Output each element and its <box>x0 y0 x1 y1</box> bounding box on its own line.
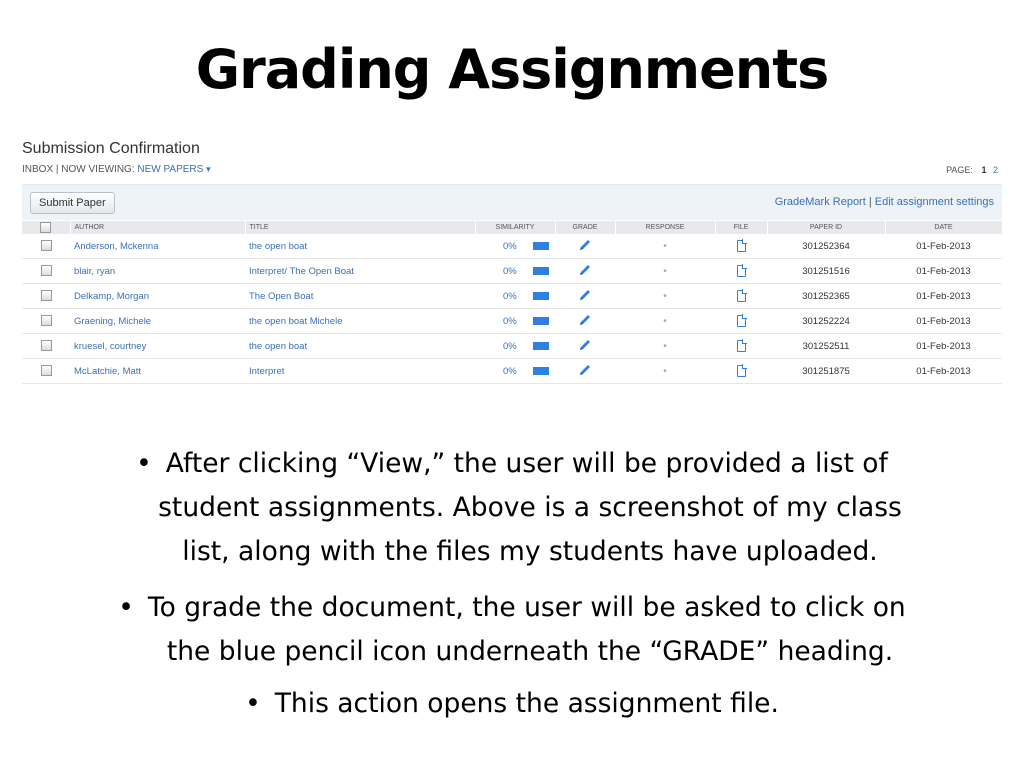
row-select-cell <box>22 334 70 359</box>
table-row <box>22 334 1002 359</box>
bullet-1-line-2: student assignments. Above is a screenshot of my class <box>158 492 902 523</box>
pager <box>946 165 998 175</box>
similarity-bar-icon[interactable] <box>533 342 549 350</box>
response-dot: • <box>663 340 667 352</box>
grade-cell <box>555 334 615 359</box>
author-link[interactable]: Delkamp, Morgan <box>70 284 245 309</box>
bullet-2 <box>0 586 1024 630</box>
pencil-icon[interactable] <box>578 238 592 255</box>
slide-title: Grading Assignments <box>195 38 829 101</box>
submit-paper-button[interactable]: Submit Paper <box>30 192 115 214</box>
pencil-icon[interactable] <box>578 338 592 355</box>
toolbar-links <box>775 196 994 208</box>
date-cell: 01-Feb-2013 <box>885 309 1002 334</box>
row-select-cell <box>22 359 70 384</box>
bullet-3-line-1: This action opens the assignment file. <box>274 688 779 719</box>
similarity-bar-icon[interactable] <box>533 292 549 300</box>
column-header-paper-id[interactable]: PAPER ID <box>767 221 885 234</box>
similarity-cell[interactable] <box>475 334 555 359</box>
file-cell <box>715 309 767 334</box>
column-header-author[interactable]: AUTHOR <box>70 221 245 234</box>
date-cell: 01-Feb-2013 <box>885 359 1002 384</box>
file-icon[interactable] <box>737 240 746 252</box>
file-icon[interactable] <box>737 365 746 377</box>
date-cell: 01-Feb-2013 <box>885 259 1002 284</box>
paper-id-cell: 301252364 <box>767 234 885 259</box>
bullet-2-line-2: the blue pencil icon underneath the “GRADE” heading. <box>166 636 894 667</box>
pencil-icon[interactable] <box>578 363 592 380</box>
similarity-cell[interactable] <box>475 259 555 284</box>
author-link[interactable]: kruesel, courtney <box>70 334 245 359</box>
grade-cell <box>555 359 615 384</box>
paper-title-link[interactable]: the open boat Michele <box>245 309 475 334</box>
file-cell <box>715 334 767 359</box>
toolbar-separator: | <box>868 196 872 208</box>
response-dot: • <box>663 290 667 302</box>
table-row <box>22 359 1002 384</box>
file-icon[interactable] <box>737 340 746 352</box>
paper-title-link[interactable]: the open boat <box>245 234 475 259</box>
similarity-value[interactable]: 0% <box>503 240 517 252</box>
row-checkbox[interactable] <box>41 365 52 376</box>
bullet-1-line-3: list, along with the files my students have uploaded. <box>182 536 878 567</box>
row-select-cell <box>22 259 70 284</box>
similarity-bar-icon[interactable] <box>533 242 549 250</box>
date-cell: 01-Feb-2013 <box>885 234 1002 259</box>
pager-current-page: 1 <box>981 165 987 175</box>
select-all-checkbox[interactable] <box>40 222 51 233</box>
grade-cell <box>555 284 615 309</box>
similarity-value[interactable]: 0% <box>503 315 517 327</box>
bullet-1 <box>0 442 1024 486</box>
file-icon[interactable] <box>737 290 746 302</box>
similarity-cell[interactable] <box>475 309 555 334</box>
similarity-cell[interactable] <box>475 234 555 259</box>
paper-title-link[interactable]: Interpret/ The Open Boat <box>245 259 475 284</box>
bullet-marker: • <box>245 688 261 719</box>
row-checkbox[interactable] <box>41 240 52 251</box>
file-cell <box>715 284 767 309</box>
file-cell <box>715 259 767 284</box>
bullet-marker: • <box>118 592 134 623</box>
response-cell <box>615 234 715 259</box>
column-header-date[interactable]: DATE <box>885 221 1002 234</box>
viewing-filter-dropdown[interactable]: NEW PAPERS <box>137 164 204 175</box>
similarity-value[interactable]: 0% <box>503 340 517 352</box>
pencil-icon[interactable] <box>578 313 592 330</box>
assignment-table <box>22 221 1003 384</box>
response-cell <box>615 309 715 334</box>
table-row <box>22 234 1002 259</box>
response-dot: • <box>663 265 667 277</box>
similarity-value[interactable]: 0% <box>503 365 517 377</box>
author-link[interactable]: blair, ryan <box>70 259 245 284</box>
response-cell <box>615 359 715 384</box>
response-dot: • <box>663 240 667 252</box>
row-select-cell <box>22 284 70 309</box>
paper-title-link[interactable]: Interpret <box>245 359 475 384</box>
response-cell <box>615 284 715 309</box>
chevron-down-icon[interactable]: ▾ <box>206 164 211 174</box>
turnitin-screenshot <box>22 138 1002 386</box>
bullet-2-line-1: To grade the document, the user will be asked to click on <box>147 592 906 623</box>
bullet-marker: • <box>136 448 152 479</box>
response-dot: • <box>663 315 667 327</box>
column-header-file[interactable]: FILE <box>715 221 767 234</box>
pencil-icon[interactable] <box>578 263 592 280</box>
author-link[interactable]: McLatchie, Matt <box>70 359 245 384</box>
toolbar <box>22 184 1002 220</box>
viewing-breadcrumb <box>22 164 211 175</box>
table-header-row <box>22 221 1002 234</box>
table-row <box>22 284 1002 309</box>
select-all-header <box>22 221 70 234</box>
date-cell: 01-Feb-2013 <box>885 284 1002 309</box>
file-cell <box>715 359 767 384</box>
author-link[interactable]: Anderson, Mckenna <box>70 234 245 259</box>
row-checkbox[interactable] <box>41 340 52 351</box>
paper-title-link[interactable]: The Open Boat <box>245 284 475 309</box>
grade-cell <box>555 234 615 259</box>
file-icon[interactable] <box>737 315 746 327</box>
author-link[interactable]: Graening, Michele <box>70 309 245 334</box>
paper-id-cell: 301251875 <box>767 359 885 384</box>
column-header-similarity[interactable]: SIMILARITY <box>475 221 555 234</box>
similarity-value[interactable]: 0% <box>503 265 517 277</box>
pager-page-2-link[interactable]: 2 <box>992 165 998 175</box>
row-checkbox[interactable] <box>41 290 52 301</box>
similarity-bar-icon[interactable] <box>533 317 549 325</box>
similarity-bar-icon[interactable] <box>533 367 549 375</box>
grademark-report-link[interactable]: GradeMark Report <box>774 196 866 208</box>
submission-confirmation-heading: Submission Confirmation <box>22 140 200 157</box>
response-cell <box>615 334 715 359</box>
similarity-value[interactable]: 0% <box>503 290 517 302</box>
column-header-grade[interactable]: GRADE <box>555 221 615 234</box>
response-cell <box>615 259 715 284</box>
table-row <box>22 309 1002 334</box>
file-icon[interactable] <box>737 265 746 277</box>
row-select-cell <box>22 309 70 334</box>
similarity-bar-icon[interactable] <box>533 267 549 275</box>
file-cell <box>715 234 767 259</box>
column-header-response[interactable]: RESPONSE <box>615 221 715 234</box>
paper-id-cell: 301252224 <box>767 309 885 334</box>
row-checkbox[interactable] <box>41 265 52 276</box>
similarity-cell[interactable] <box>475 359 555 384</box>
bullet-3 <box>0 682 1024 726</box>
pager-label: PAGE: <box>946 165 973 175</box>
column-header-title[interactable]: TITLE <box>245 221 475 234</box>
similarity-cell[interactable] <box>475 284 555 309</box>
pencil-icon[interactable] <box>578 288 592 305</box>
row-select-cell <box>22 234 70 259</box>
date-cell: 01-Feb-2013 <box>885 334 1002 359</box>
paper-id-cell: 301251516 <box>767 259 885 284</box>
table-row <box>22 259 1002 284</box>
grade-cell <box>555 309 615 334</box>
edit-assignment-settings-link[interactable]: Edit assignment settings <box>874 196 994 208</box>
paper-title-link[interactable]: the open boat <box>245 334 475 359</box>
paper-id-cell: 301252365 <box>767 284 885 309</box>
response-dot: • <box>663 365 667 377</box>
viewing-prefix: INBOX | NOW VIEWING: <box>22 164 138 175</box>
paper-id-cell: 301252511 <box>767 334 885 359</box>
bullet-1-line-1: After clicking “View,” the user will be provided a list of <box>165 448 888 479</box>
grade-cell <box>555 259 615 284</box>
row-checkbox[interactable] <box>41 315 52 326</box>
